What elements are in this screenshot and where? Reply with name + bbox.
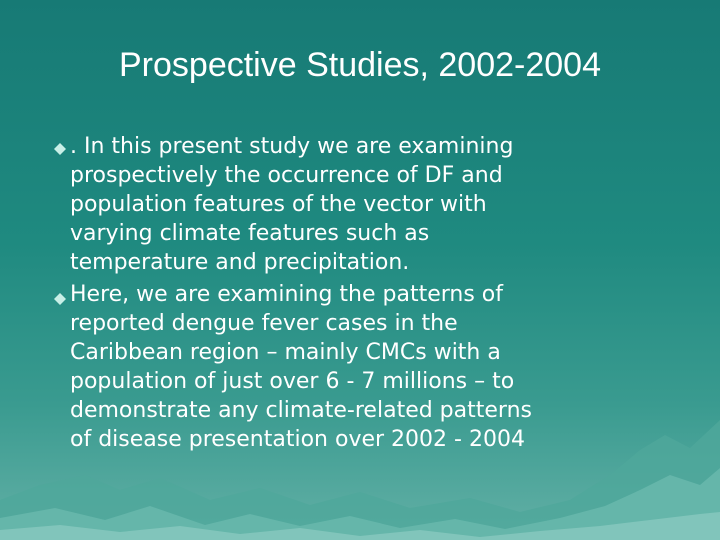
bullet-line: population features of the vector with — [70, 192, 487, 217]
bullet-line: prospectively the occurrence of DF and — [70, 163, 503, 188]
bullet-line: Caribbean region – mainly CMCs with a — [70, 340, 501, 365]
bullet-text — [70, 280, 680, 454]
bullet-line: of disease presentation over 2002 - 2004 — [70, 427, 525, 452]
bullet-line: temperature and precipitation. — [70, 250, 410, 275]
bullet-line: reported dengue fever cases in the — [70, 311, 458, 336]
diamond-bullet-icon — [54, 293, 66, 305]
slide-title: Prospective Studies, 2002-2004 — [119, 46, 601, 84]
bullet-line: Here, we are examining the patterns of — [70, 282, 503, 307]
bullet-line: demonstrate any climate-related patterns — [70, 398, 532, 423]
bullet-line: . In this present study we are examining — [70, 134, 514, 159]
bullet-line: population of just over 6 - 7 millions – to — [70, 369, 515, 394]
diamond-bullet-icon — [54, 143, 66, 155]
bullet-text — [70, 132, 680, 277]
bullet-line: varying climate features such as — [70, 221, 430, 246]
